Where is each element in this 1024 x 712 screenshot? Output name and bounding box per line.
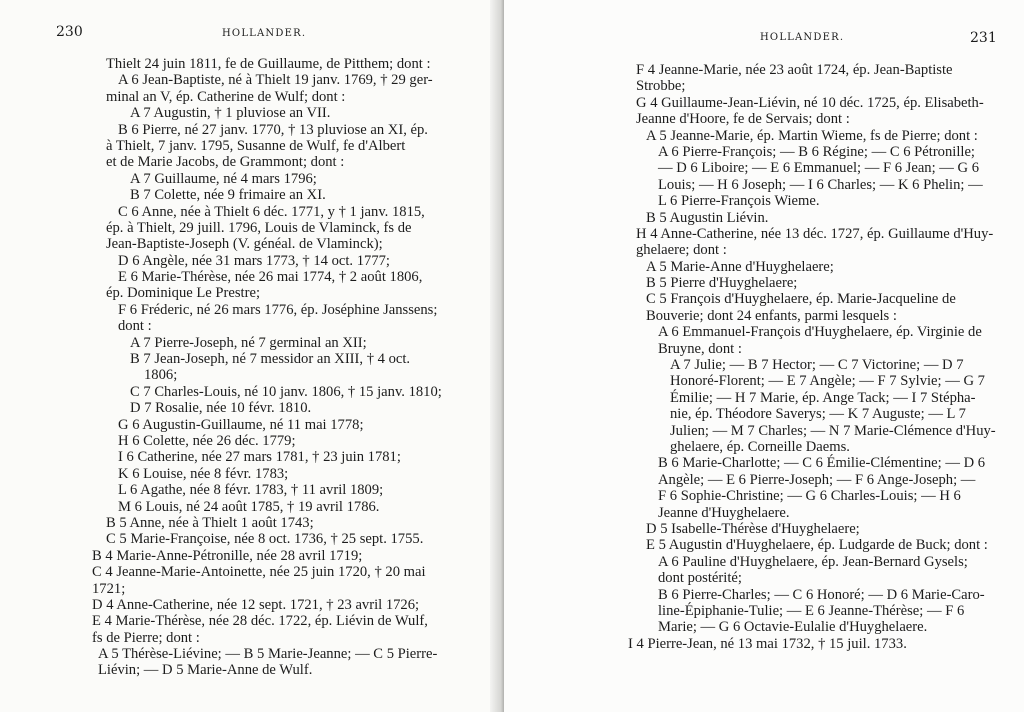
text-line: B 7 Colette, née 9 frimaire an XI.: [130, 187, 326, 204]
text-line: H 4 Anne-Catherine, née 13 déc. 1727, ép. Guillaume d'Huy-: [636, 225, 994, 242]
text-line: A 5 Jeanne-Marie, ép. Martin Wieme, fs de Pierre; dont :: [646, 127, 978, 144]
text-line: B 5 Augustin Liévin.: [646, 209, 769, 226]
text-line: B 7 Jean-Joseph, né 7 messidor an XIII, † 4 oct.: [130, 351, 411, 368]
text-line: A 7 Augustin, † 1 pluviose an VII.: [130, 105, 331, 122]
text-line: A 7 Pierre-Joseph, né 7 germinal an XII;: [130, 334, 367, 351]
page-number: 231: [970, 30, 997, 46]
text-line: D 6 Angèle, née 31 mars 1773, † 14 oct. 1777;: [118, 252, 390, 269]
text-line: Honoré-Florent; — E 7 Angèle; — F 7 Sylvie; — G 7: [670, 373, 985, 390]
text-line: Jeanne d'Huyghelaere.: [658, 504, 790, 521]
text-line: ghelaere; dont :: [636, 242, 727, 259]
text-line: B 6 Pierre, né 27 janv. 1770, † 13 pluviose an XI, ép.: [118, 121, 428, 138]
text-line: M 6 Louis, né 24 août 1785, † 19 avril 1786.: [118, 498, 380, 515]
text-line: L 6 Agathe, née 8 févr. 1783, † 11 avril 1809;: [118, 482, 384, 499]
text-line: C 5 Marie-Françoise, née 8 oct. 1736, † 25 sept. 1755.: [106, 531, 424, 548]
left-page: [0, 0, 504, 712]
text-line: Louis; — H 6 Joseph; — I 6 Charles; — K 6 Phelin; —: [658, 176, 983, 193]
text-line: L 6 Pierre-François Wieme.: [658, 193, 820, 210]
text-line: E 6 Marie-Thérèse, née 26 mai 1774, † 2 août 1806,: [118, 269, 423, 286]
text-line: D 4 Anne-Catherine, née 12 sept. 1721, † 23 avril 1726;: [92, 596, 420, 613]
text-line: A 5 Marie-Anne d'Huyghelaere;: [646, 258, 834, 275]
text-line: F 4 Jeanne-Marie, née 23 août 1724, ép. Jean-Baptiste: [636, 62, 953, 78]
text-line: et de Marie Jacobs, de Grammont; dont :: [106, 154, 345, 171]
text-line: C 4 Jeanne-Marie-Antoinette, née 25 juin 1720, † 20 mai: [92, 564, 426, 581]
text-line: E 5 Augustin d'Huyghelaere, ép. Ludgarde de Buck; dont :: [646, 537, 988, 554]
text-line: A 6 Pierre-François; — B 6 Régine; — C 6 Pétronille;: [658, 143, 975, 160]
text-line: Jean-Baptiste-Joseph (V. généal. de Vlaminck);: [106, 236, 383, 253]
text-line: B 5 Pierre d'Huyghelaere;: [646, 275, 798, 292]
text-line: A 5 Thérèse-Liévine; — B 5 Marie-Jeanne; — C 5 Pierre-: [98, 646, 438, 663]
text-line: à Thielt, 7 janv. 1795, Susanne de Wulf, fe d'Albert: [106, 137, 406, 154]
text-line: 1721;: [92, 580, 126, 597]
running-head: HOLLANDER.: [760, 32, 845, 43]
text-line: G 4 Guillaume-Jean-Liévin, né 10 déc. 1725, ép. Elisabeth-: [636, 94, 984, 111]
text-line: Bouverie; dont 24 enfants, parmi lesquels :: [646, 307, 897, 324]
page-number: 230: [56, 24, 83, 40]
text-line: ép. à Thielt, 29 juill. 1796, Louis de Vlaminck, fs de: [106, 219, 412, 236]
text-line: fs de Pierre; dont :: [92, 629, 200, 646]
text-line: Julien; — M 7 Charles; — N 7 Marie-Clémence d'Huy-: [670, 422, 996, 439]
text-line: C 5 François d'Huyghelaere, ép. Marie-Jacqueline de: [646, 291, 956, 308]
text-line: Strobbe;: [636, 78, 686, 95]
text-line: B 6 Pierre-Charles; — C 6 Honoré; — D 6 Marie-Caro-: [658, 586, 985, 603]
text-line: nie, ép. Théodore Saverys; — K 7 Auguste; — L 7: [670, 406, 966, 423]
text-line: I 4 Pierre-Jean, né 13 mai 1732, † 15 juil. 1733.: [628, 635, 907, 652]
text-line: F 6 Sophie-Christine; — G 6 Charles-Louis; — H 6: [658, 488, 961, 505]
text-line: Émilie; — H 7 Marie, ép. Ange Tack; — I 7 Stépha-: [670, 389, 976, 406]
text-line: ghelaere, ép. Corneille Daems.: [670, 438, 850, 455]
text-line: Thielt 24 juin 1811, fe de Guillaume, de Pitthem; dont :: [106, 56, 431, 72]
text-line: minal an V, ép. Catherine de Wulf; dont :: [106, 88, 346, 105]
text-line: B 4 Marie-Anne-Pétronille, née 28 avril 1719;: [92, 547, 363, 564]
text-line: 1806;: [144, 367, 178, 384]
text-line: E 4 Marie-Thérèse, née 28 déc. 1722, ép. Liévin de Wulf,: [92, 613, 428, 630]
text-line: A 6 Jean-Baptiste, né à Thielt 19 janv. 1769, † 29 ger-: [118, 72, 433, 89]
text-line: I 6 Catherine, née 27 mars 1781, † 23 juin 1781;: [118, 449, 401, 466]
text-line: Bruyne, dont :: [658, 340, 742, 357]
text-line: C 6 Anne, née à Thielt 6 déc. 1771, y † 1 janv. 1815,: [118, 203, 425, 220]
text-line: ép. Dominique Le Prestre;: [106, 285, 261, 302]
text-line: D 5 Isabelle-Thérèse d'Huyghelaere;: [646, 520, 860, 537]
text-line: C 7 Charles-Louis, né 10 janv. 1806, † 15 janv. 1810;: [130, 383, 442, 400]
text-line: A 6 Emmanuel-François d'Huyghelaere, ép. Virginie de: [658, 324, 982, 341]
text-line: B 6 Marie-Charlotte; — C 6 Émilie-Clémentine; — D 6: [658, 455, 986, 472]
text-line: G 6 Augustin-Guillaume, né 11 mai 1778;: [118, 416, 364, 433]
running-head: HOLLANDER.: [222, 28, 307, 39]
text-line: Marie; — G 6 Octavie-Eulalie d'Huyghelaere.: [658, 619, 928, 636]
text-line: F 6 Fréderic, né 26 mars 1776, ép. Joséphine Janssens;: [118, 301, 438, 318]
text-line: D 7 Rosalie, née 10 févr. 1810.: [130, 400, 312, 417]
text-line: A 6 Pauline d'Huyghelaere, ép. Jean-Bernard Gysels;: [658, 553, 968, 570]
text-line: dont :: [118, 318, 152, 335]
text-line: B 5 Anne, née à Thielt 1 août 1743;: [106, 514, 314, 531]
text-line: — D 6 Liboire; — E 6 Emmanuel; — F 6 Jean; — G 6: [658, 160, 980, 177]
text-line: Liévin; — D 5 Marie-Anne de Wulf.: [98, 662, 313, 679]
page-body: [504, 62, 996, 652]
text-line: Angèle; — E 6 Pierre-Joseph; — F 6 Ange-Joseph; —: [658, 471, 976, 488]
text-line: H 6 Colette, née 26 déc. 1779;: [118, 432, 296, 449]
text-line: A 7 Guillaume, né 4 mars 1796;: [130, 170, 317, 187]
text-line: line-Épiphanie-Tulie; — E 6 Jeanne-Thérèse; — F 6: [658, 602, 965, 619]
page-body: [0, 56, 442, 679]
text-line: dont postérité;: [658, 570, 742, 587]
text-line: K 6 Louise, née 8 févr. 1783;: [118, 465, 289, 482]
text-line: Jeanne d'Hoore, fe de Servais; dont :: [636, 111, 850, 128]
text-line: A 7 Julie; — B 7 Hector; — C 7 Victorine; — D 7: [670, 357, 964, 374]
right-page: [504, 0, 1024, 712]
